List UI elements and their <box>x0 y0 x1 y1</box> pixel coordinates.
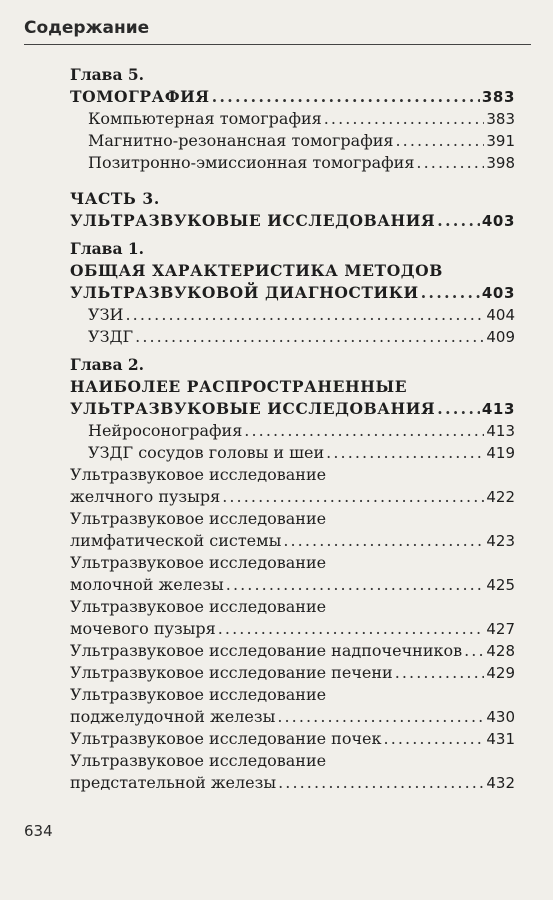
leader-dots <box>135 326 484 348</box>
toc-entry-pet[interactable]: Позитронно-эмиссионная томография . . . 398 <box>70 152 515 174</box>
toc-entry-bladder[interactable]: мочевого пузыря . . . 427 <box>70 618 515 640</box>
chapter-2-title-line-1: НАИБОЛЕЕ РАСПРОСТРАНЕННЫЕ <box>70 377 408 396</box>
leader-dots <box>218 618 485 640</box>
leader-dots <box>421 282 480 304</box>
table-of-contents <box>70 64 515 794</box>
leader-dots <box>384 728 485 750</box>
toc-entry-ct[interactable]: Компьютерная томография . . . 383 <box>70 108 515 130</box>
leader-dots <box>395 130 484 152</box>
toc-entry-breast[interactable]: молочной железы . . . 425 <box>70 574 515 596</box>
page-number: 634 <box>24 822 53 840</box>
toc-entry-uzdg-head-neck[interactable]: УЗДГ сосудов головы и шеи . . . 419 <box>70 442 515 464</box>
toc-entry-prostate[interactable]: предстательной железы . . . 432 <box>70 772 515 794</box>
leader-dots <box>326 442 484 464</box>
part-3-title[interactable]: УЛЬТРАЗВУКОВЫЕ ИССЛЕДОВАНИЯ . . . 403 <box>70 210 515 232</box>
leader-dots <box>437 398 480 420</box>
toc-entry-kidneys[interactable]: Ультразвуковое исследование почек . . . 431 <box>70 728 515 750</box>
toc-entry-liver[interactable]: Ультразвуковое исследование печени . . . 429 <box>70 662 515 684</box>
leader-dots <box>222 486 484 508</box>
toc-entry-lymphatic[interactable]: лимфатической системы . . . 423 <box>70 530 515 552</box>
chapter-1-label: Глава 1. <box>70 239 145 258</box>
leader-dots <box>226 574 485 596</box>
chapter-2-label: Глава 2. <box>70 355 145 374</box>
toc-entry-gallbladder-line-1: Ультразвуковое исследование <box>70 465 327 484</box>
toc-entry-pancreas-line-1: Ультразвуковое исследование <box>70 685 327 704</box>
leader-dots <box>212 86 480 108</box>
chapter-5-title[interactable]: ТОМОГРАФИЯ . . . 383 <box>70 86 515 108</box>
running-header: Содержание <box>24 18 150 38</box>
toc-entry-gallbladder[interactable]: желчного пузыря . . . 422 <box>70 486 515 508</box>
leader-dots <box>244 420 484 442</box>
chapter-5-label: Глава 5. <box>70 65 145 84</box>
toc-entry-uzi[interactable]: УЗИ . . . 404 <box>70 304 515 326</box>
toc-entry-lymphatic-line-1: Ультразвуковое исследование <box>70 509 327 528</box>
header-rule <box>24 44 531 45</box>
toc-entry-breast-line-1: Ультразвуковое исследование <box>70 553 327 572</box>
chapter-1-title-line-2[interactable]: УЛЬТРАЗВУКОВОЙ ДИАГНОСТИКИ . . . 403 <box>70 282 515 304</box>
toc-entry-uzdg[interactable]: УЗДГ . . . 409 <box>70 326 515 348</box>
leader-dots <box>395 662 485 684</box>
leader-dots <box>464 640 484 662</box>
leader-dots <box>416 152 484 174</box>
toc-entry-adrenal[interactable]: Ультразвуковое исследование надпочечников . . . 428 <box>70 640 515 662</box>
leader-dots <box>277 706 484 728</box>
part-3-label: ЧАСТЬ 3. <box>70 189 160 208</box>
toc-entry-prostate-line-1: Ультразвуковое исследование <box>70 751 327 770</box>
leader-dots <box>283 530 484 552</box>
toc-entry-neurosonography[interactable]: Нейросонография . . . 413 <box>70 420 515 442</box>
leader-dots <box>324 108 485 130</box>
toc-entry-pancreas[interactable]: поджелудочной железы . . . 430 <box>70 706 515 728</box>
leader-dots <box>278 772 484 794</box>
chapter-2-title-line-2[interactable]: УЛЬТРАЗВУКОВЫЕ ИССЛЕДОВАНИЯ . . . 413 <box>70 398 515 420</box>
leader-dots <box>125 304 484 326</box>
chapter-1-title-line-1: ОБЩАЯ ХАРАКТЕРИСТИКА МЕТОДОВ <box>70 261 443 280</box>
toc-entry-mri[interactable]: Магнитно-резонансная томография . . . 391 <box>70 130 515 152</box>
leader-dots <box>437 210 480 232</box>
toc-entry-bladder-line-1: Ультразвуковое исследование <box>70 597 327 616</box>
